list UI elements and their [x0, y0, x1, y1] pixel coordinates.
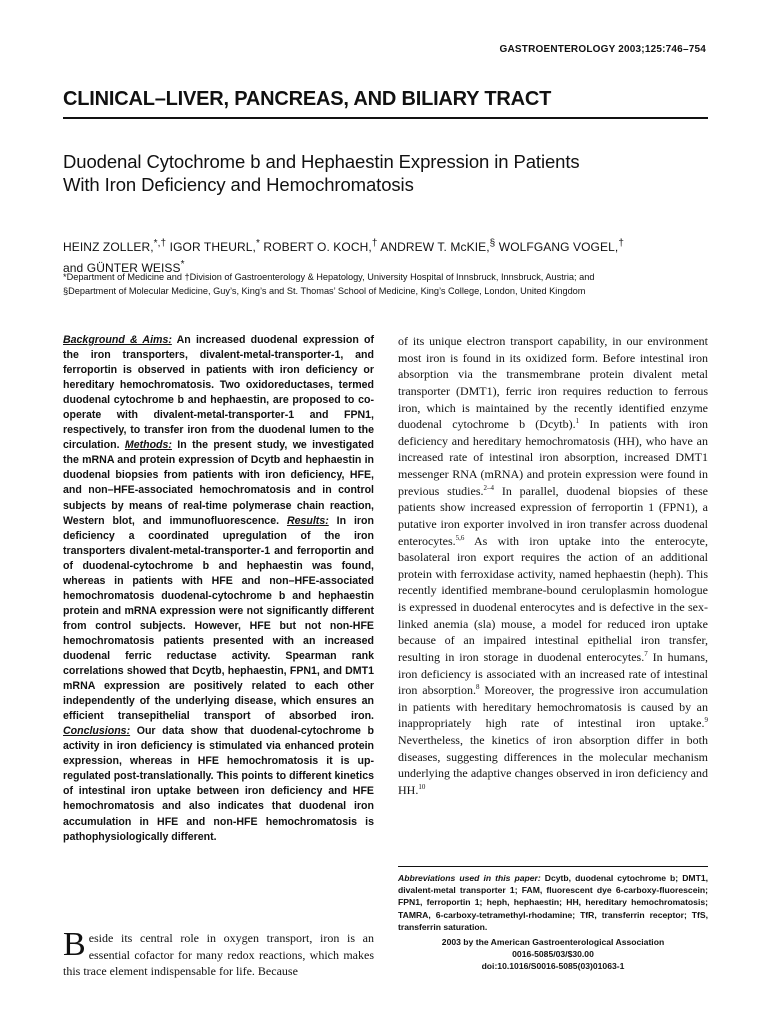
article-title — [63, 150, 713, 196]
abbreviations-footnote — [398, 872, 708, 933]
author-name: HEINZ ZOLLER, — [63, 240, 154, 254]
author-affiliation-mark: † — [371, 238, 378, 249]
body-text: As with iron uptake into the enterocyte, basolateral iron export requires the action of an additional protein with ferroxidase activity, named hephaestin (heph). This recently identified membrane-bound ceruloplasmin homologue is expressed in duodenal enterocytes and is defective in the sex-linked anemia (sla) mouse, a model for reduced iron uptake because of an impaired intestinal epithelial iron transfer, resulting in iron storage in duodenal enterocytes. — [398, 533, 708, 664]
abbreviations-lead: Abbreviations used in this paper: — [398, 873, 541, 883]
introduction-paragraph — [63, 926, 374, 980]
body-text: In patients with iron deficiency and hereditary hemochromatosis (HH), who have an increased rate of intestinal iron absorption, increased DMT1 messenger RNA (mRNA) and protein expression were found in previous studies. — [398, 417, 709, 498]
author-name: IGOR THEURL, — [166, 240, 256, 254]
issn-line: 0016-5085/03/$30.00 — [512, 949, 594, 960]
author-affiliation-mark: * — [180, 259, 185, 270]
reference-mark: 5,6 — [455, 533, 465, 542]
affiliations — [63, 270, 723, 298]
author-name: ROBERT O. KOCH, — [259, 240, 372, 254]
abbreviations-text: Dcytb, duodenal cytochrome b; DMT1, divalent-metal transporter 1; FAM, fluorescent dye 6-carboxy-fluorescein; FPN1, ferroportin 1; heph, hephaestin; HH, hereditary hemochromatosis; TAMRA, 6-carboxy-tetramethyl-rhodamine; TfR, transferrin receptor; TfS, transferrin saturation. — [398, 873, 708, 932]
abstract-background-text: An increased duodenal expression of the iron transporters, divalent-metal-transporter-1, and ferroportin is observed in patients with iron deficiency or hereditary hemochromatosis. Two oxidoreductases, termed duodenal cytochrome b and hephaestin, are proposed to co-operate with divalent-metal-transporter-1 and FPN1, respectively, to transfer iron from the duodenal lumen to the circulation. — [63, 334, 374, 452]
reference-mark: 10 — [418, 782, 426, 791]
abstract-results-heading: Results: — [286, 514, 329, 527]
abstract-conclusions-text: Our data show that duodenal-cytochrome b activity in iron deficiency is stimulated via enhanced protein expression, whereas in HFE hemochromatosis it is up-regulated post-translationally. This points to different kinetics of intestinal iron uptake between iron deficiency and HFE hemochromatosis and also indicates that duodenal iron accumulation in HFE and non-HFE hemochromatosis is pathophysiologically different. — [63, 725, 374, 843]
copyright-block — [398, 936, 708, 973]
reference-mark: 1 — [575, 417, 580, 426]
affiliation-line-1: *Department of Medicine and †Division of Gastroenterology & Hepatology, University Hospital of Innsbruck, Innsbruck, Austria; and — [63, 272, 595, 282]
author-affiliation-mark: § — [489, 238, 496, 249]
author-affiliation-mark: † — [618, 238, 624, 249]
body-text: In parallel, duodenal biopsies of these patients show increased expression of ferroportin 1 (FPN1), a putative iron exporter involved in iron transfer across duodenal enterocytes. — [398, 483, 708, 548]
body-text: In humans, iron deficiency is associated with an increased rate of intestinal iron absorption. — [398, 649, 708, 698]
abstract-conclusions-heading: Conclusions: — [63, 725, 131, 738]
drop-cap: B — [63, 926, 86, 963]
author-name: WOLFGANG VOGEL, — [495, 240, 619, 254]
body-text: Nevertheless, the kinetics of iron absorption differ in both diseases, suggesting differences in the molecular mechanism underlying the adaptive changes observed in iron deficiency and HH. — [398, 733, 708, 797]
reference-mark: 9 — [704, 716, 708, 725]
reference-mark: 8 — [475, 683, 480, 692]
abstract-results-text: In iron deficiency a coordinated upregulation of the iron transporters divalent-metal-transporter-1 and ferroportin and of duodenal-cytochrome b and hephaestin was found, whereas in patients with HFE and non–HFE-associated hemochromatosis duodenal-cytochrome b and hephaestin protein and mRNA expression were not significantly different from control subjects. However, HFE but not non-HFE hemochromatosis patients presented with an increased duodenal ferric reductase activity. Spearman rank correlations showed that Dcytb, hephaestin, FPN1, and DMT1 mRNA expression are positively related to each other independently of the underlying disease, which ensures an efficient transepithelial transport of absorbed iron. — [63, 514, 374, 723]
author-affiliation-mark: * — [255, 238, 260, 249]
body-text-column — [398, 333, 708, 799]
doi-line: doi:10.1016/S0016-5085(03)01063-1 — [481, 961, 625, 972]
introduction-text: eside its central role in oxygen transport, iron is an essential cofactor for many redox reactions, which makes this trace element indispensable for life. Because — [63, 931, 374, 978]
reference-mark: 7 — [644, 649, 648, 658]
abstract — [63, 333, 374, 845]
reference-mark: 2–4 — [483, 483, 494, 492]
abstract-methods-text: In the present study, we investigated the mRNA and protein expression of Dcytb and hephaestin in duodenal biopsies from patients with iron deficiency, HFE, and non–HFE-associated hemochromatosis and in control subjects by means of real-time polymerase chain reaction, Western blot, and immunofluorescence. — [63, 439, 374, 527]
body-text: Moreover, the progressive iron accumulation in patients with hereditary hemochromatosis is caused by an inappropriately high rate of intestinal iron uptake. — [398, 683, 708, 731]
copyright-line: 2003 by the American Gastroenterological Association — [441, 937, 665, 947]
author-name: ANDREW T. McKIE, — [377, 240, 490, 254]
abstract-background-heading: Background & Aims: — [63, 334, 172, 346]
abstract-methods-heading: Methods: — [124, 439, 172, 452]
section-divider — [63, 117, 708, 119]
body-text: of its unique electron transport capability, in our environment most iron is found in its oxidized form. Before intestinal iron absorption via the transmembrane protein divalent metal transporter (DMT1), ferric iron requires reduction to ferrous iron, which is maintained by the recently identified enzyme duodenal cytochrome b (Dcytb). — [398, 334, 708, 432]
journal-citation: GASTROENTEROLOGY 2003;125:746–754 — [499, 44, 706, 55]
affiliation-line-2: §Department of Molecular Medicine, Guy’s, King’s and St. Thomas’ School of Medicine, King’s College, London, United Kingdom — [63, 286, 586, 296]
title-line-1: Duodenal Cytochrome b and Hephaestin Expression in Patients — [63, 151, 580, 172]
author-name: and GÜNTER WEISS — [63, 261, 181, 275]
author-affiliation-mark: *,† — [153, 238, 167, 249]
title-line-2: With Iron Deficiency and Hemochromatosis — [63, 174, 414, 195]
section-heading: CLINICAL–LIVER, PANCREAS, AND BILIARY TRACT — [63, 88, 552, 110]
footnote-divider — [398, 866, 708, 867]
